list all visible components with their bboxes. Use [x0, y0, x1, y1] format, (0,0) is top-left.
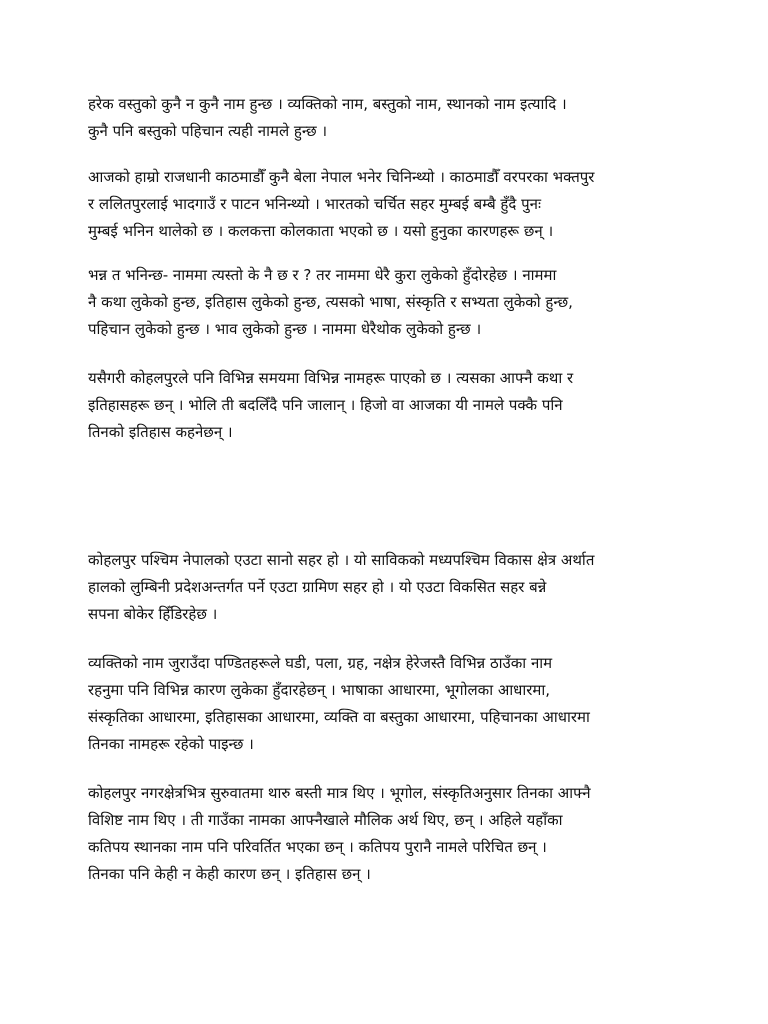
text-line: रहनुमा पनि विभिन्न कारण लुकेका हुँदारहेछन् । भाषाका आधारमा, भूगोलका आधारमा,: [88, 681, 551, 699]
paragraph-4: [88, 365, 688, 446]
text-line: व्यक्तिको नाम जुराउँदा पण्डितहरूले घडी, पला, ग्रह, नक्षेत्र हेरेजस्तै विभिन्न ठाउँका नाम: [88, 654, 553, 672]
paragraph-3: [88, 262, 688, 343]
text-line: भन्न त भनिन्छ- नाममा त्यस्तो के नै छ र ? तर नाममा धेरै कुरा लुकेको हुँदोरहेछ । नाममा: [88, 266, 557, 284]
text-line: र ललितपुरलाई भादगाउँ र पाटन भनिन्थ्यो । भारतको चर्चित सहर मुम्बई बम्बै हुँदै पुनः: [88, 195, 541, 213]
text-line: तिनका पनि केही न केही कारण छन् । इतिहास छन् ।: [88, 865, 371, 883]
text-line: विशिष्ट नाम थिए । ती गाउँका नामका आफ्नैखाले मौलिक अर्थ थिए, छन् । अहिले यहाँका: [88, 811, 563, 829]
text-line: कतिपय स्थानका नाम पनि परिवर्तित भएका छन् । कतिपय पुरानै नामले परिचित छन् ।: [88, 838, 547, 856]
text-line: संस्कृतिका आधारमा, इतिहासका आधारमा, व्यक्ति वा बस्तुका आधारमा, पहिचानका आधारमा: [88, 708, 590, 726]
text-line: तिनका नामहरू रहेको पाइन्छ ।: [88, 735, 254, 753]
text-line: नै कथा लुकेको हुन्छ, इतिहास लुकेको हुन्छ, त्यसको भाषा, संस्कृति र सभ्यता लुकेको हुन्छ,: [88, 293, 573, 311]
paragraph-1: [88, 91, 688, 145]
text-line: हरेक वस्तुको कुनै न कुनै नाम हुन्छ । व्यक्तिको नाम, बस्तुको नाम, स्थानको नाम इत्यादि ।: [88, 95, 567, 113]
paragraph-6: [88, 650, 688, 758]
paragraph-7: [88, 780, 688, 888]
text-line: आजको हाम्रो राजधानी काठमाडौँ कुनै बेला नेपाल भनेर चिनिन्थ्यो । काठमाडौँ वरपरका भक्तपुर: [88, 168, 595, 186]
text-line: कोहलपुर पश्चिम नेपालको एउटा सानो सहर हो । यो साविकको मध्यपश्चिम विकास क्षेत्र अर्थात: [88, 551, 595, 569]
text-line: सपना बोकेर हिँडिरहेछ ।: [88, 605, 218, 623]
text-line: कोहलपुर नगरक्षेत्रभित्र सुरुवातमा थारु बस्ती मात्र थिए । भूगोल, संस्कृतिअनुसार तिनका आफ्नै: [88, 784, 591, 802]
text-line: तिनको इतिहास कहनेछन् ।: [88, 423, 233, 441]
paragraph-5: [88, 547, 688, 628]
text-line: कुनै पनि बस्तुको पहिचान त्यही नामले हुन्छ ।: [88, 122, 328, 140]
text-line: हालको लुम्बिनी प्रदेशअन्तर्गत पर्ने एउटा ग्रामिण सहर हो । यो एउटा विकसित सहर बन्ने: [88, 578, 547, 596]
text-line: पहिचान लुकेको हुन्छ । भाव लुकेको हुन्छ । नाममा धेरैथोक लुकेको हुन्छ ।: [88, 320, 482, 338]
text-line: मुम्बई भनिन थालेको छ । कलकत्ता कोलकाता भएको छ । यसो हुनुका कारणहरू छन् ।: [88, 222, 554, 240]
text-line: इतिहासहरू छन् । भोलि ती बदलिँदै पनि जालान् । हिजो वा आजका यी नामले पक्कै पनि: [88, 396, 563, 414]
paragraph-2: [88, 164, 688, 245]
text-line: यसैगरी कोहलपुरले पनि विभिन्न समयमा विभिन्न नामहरू पाएको छ । त्यसका आफ्नै कथा र: [88, 369, 574, 387]
